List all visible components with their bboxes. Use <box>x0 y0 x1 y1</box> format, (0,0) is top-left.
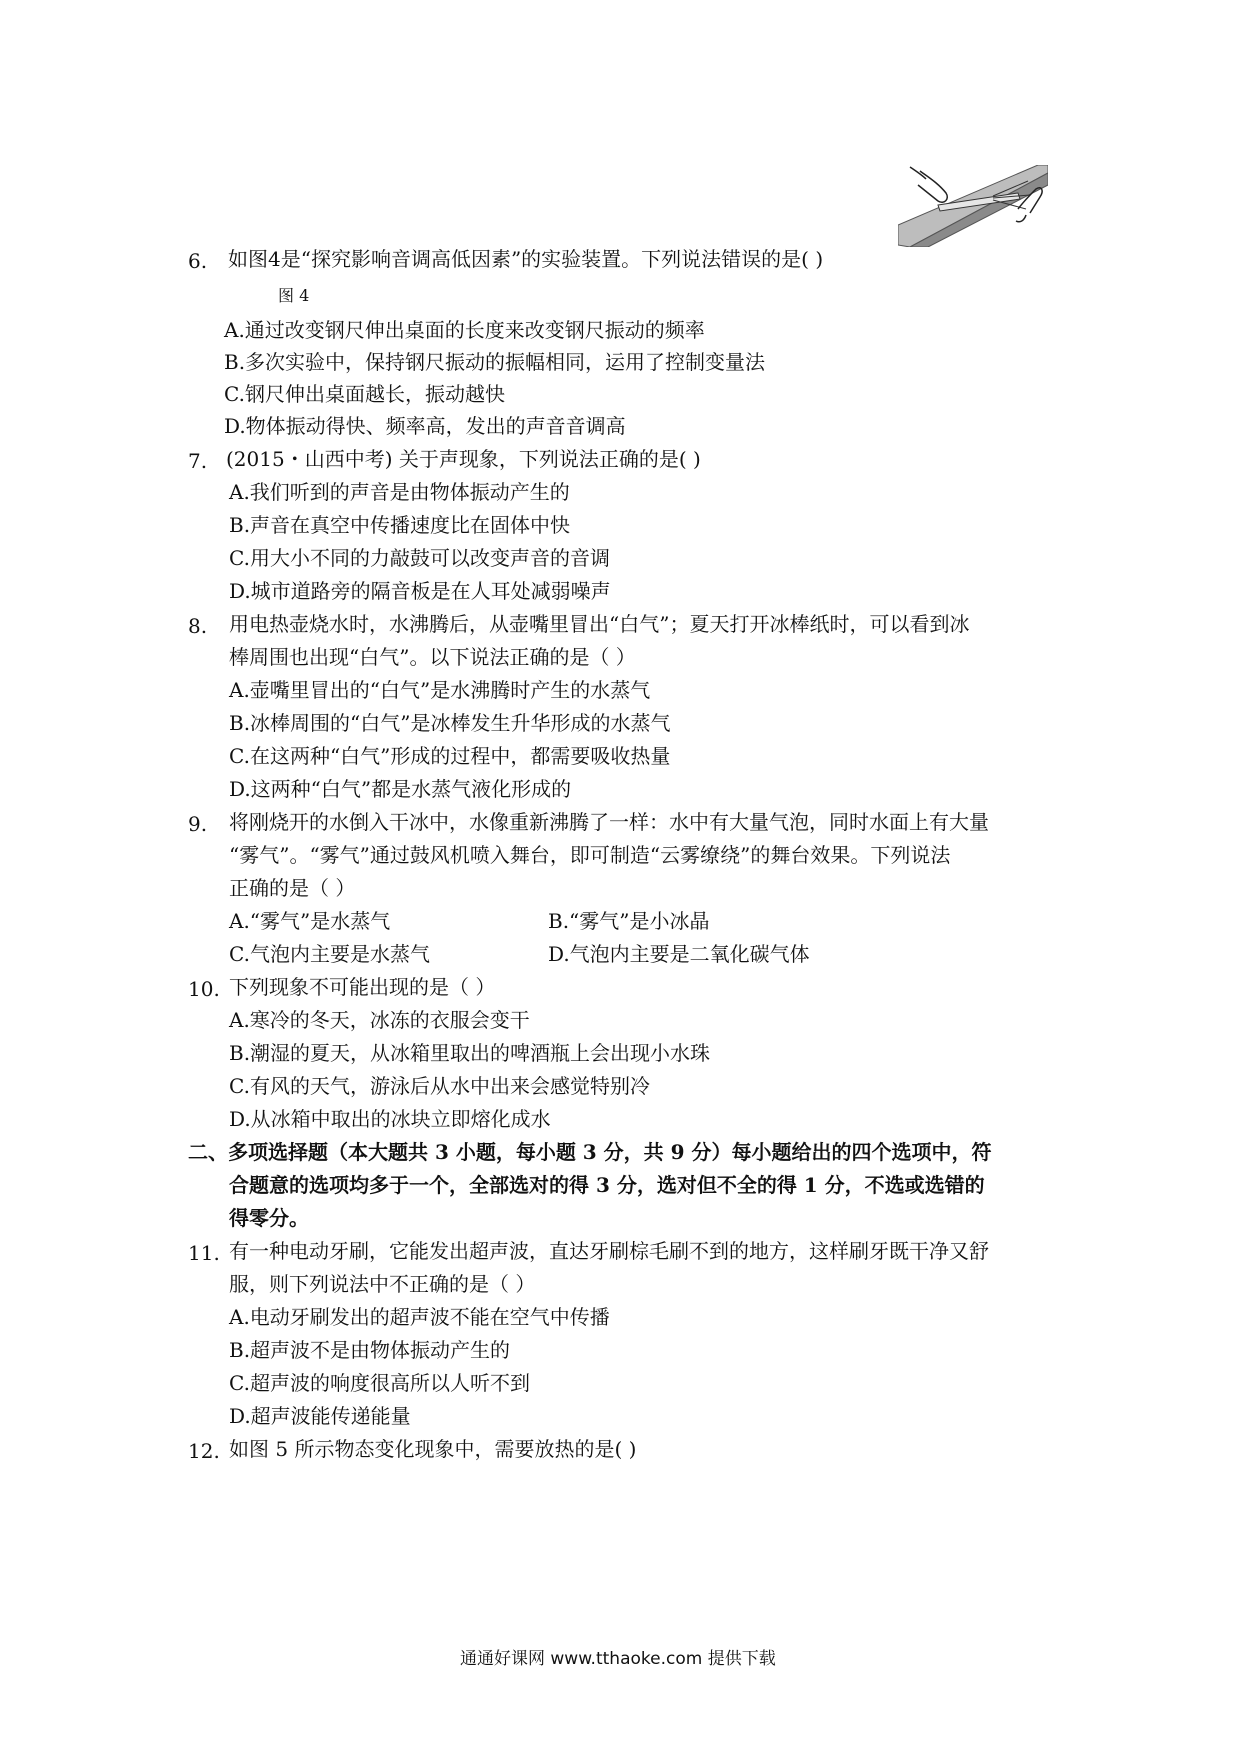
question-8-stem-line-1: 用电热壶烧水时，水沸腾后，从壶嘴里冒出“白气”；夏天打开冰棒纸时，可以看到冰 <box>229 612 970 636</box>
question-7-option-b: B.声音在真空中传播速度比在固体中快 <box>229 513 571 537</box>
section-2-heading-line-2: 合题意的选项均多于一个，全部选对的得 3 分，选对但不全的得 1 分，不选或选错的 <box>229 1173 985 1197</box>
question-9-number: 9. <box>188 812 208 836</box>
question-7-number: 7. <box>188 449 208 473</box>
question-9-stem-line-3: 正确的是（ ） <box>229 876 356 900</box>
question-8-stem-line-2: 棒周围也出现“白气”。以下说法正确的是（ ） <box>229 645 636 669</box>
question-9-stem-line-1: 将刚烧开的水倒入干冰中，水像重新沸腾了一样：水中有大量气泡，同时水面上有大量 <box>229 810 989 834</box>
question-9-option-b: B.“雾气”是小冰晶 <box>548 909 710 933</box>
question-10-option-a: A.寒冷的冬天，冰冻的衣服会变干 <box>229 1008 530 1032</box>
section-2-heading-line-1: 二、多项选择题（本大题共 3 小题，每小题 3 分，共 9 分）每小题给出的四个选项中，符 <box>188 1140 992 1164</box>
question-11-option-b: B.超声波不是由物体振动产生的 <box>229 1338 511 1362</box>
question-10-number: 10. <box>188 977 220 1001</box>
question-8-option-c: C.在这两种“白气”形成的过程中，都需要吸收热量 <box>229 744 671 768</box>
question-7-option-c: C.用大小不同的力敲鼓可以改变声音的音调 <box>229 546 610 570</box>
question-11-option-d: D.超声波能传递能量 <box>229 1404 411 1428</box>
question-6-number: 6. <box>188 249 208 273</box>
page-footer: 通通好课网 www.tthaoke.com 提供下载 <box>460 1649 776 1669</box>
question-6-option-d: D.物体振动得快、频率高，发出的声音音调高 <box>224 414 626 438</box>
question-10-option-c: C.有风的天气，游泳后从水中出来会感觉特别冷 <box>229 1074 650 1098</box>
section-2-heading-line-3: 得零分。 <box>229 1206 309 1230</box>
question-10-stem: 下列现象不可能出现的是（ ） <box>229 975 496 999</box>
question-11-stem-line-2: 服，则下列说法中不正确的是（ ） <box>229 1272 536 1296</box>
question-6-option-a: A.通过改变钢尺伸出桌面的长度来改变钢尺振动的频率 <box>224 318 705 342</box>
question-8-number: 8. <box>188 614 208 638</box>
question-9-option-c: C.气泡内主要是水蒸气 <box>229 942 430 966</box>
question-9-option-d: D.气泡内主要是二氧化碳气体 <box>548 942 810 966</box>
question-11-number: 11. <box>188 1241 220 1265</box>
question-8-option-b: B.冰棒周围的“白气”是冰棒发生升华形成的水蒸气 <box>229 711 671 735</box>
question-11-stem-line-1: 有一种电动牙刷，它能发出超声波，直达牙刷棕毛刷不到的地方，这样刷牙既干净又舒 <box>229 1239 989 1263</box>
question-7-option-a: A.我们听到的声音是由物体振动产生的 <box>229 480 570 504</box>
question-10-option-b: B.潮湿的夏天，从冰箱里取出的啤酒瓶上会出现小水珠 <box>229 1041 711 1065</box>
question-10-option-d: D.从冰箱中取出的冰块立即熔化成水 <box>229 1107 551 1131</box>
figure-4-ruler-illustration <box>898 165 1048 247</box>
question-6-option-b: B.多次实验中，保持钢尺振动的振幅相同，运用了控制变量法 <box>224 350 766 374</box>
question-11-option-a: A.电动牙刷发出的超声波不能在空气中传播 <box>229 1305 610 1329</box>
question-9-option-a: A.“雾气”是水蒸气 <box>229 909 391 933</box>
question-7-option-d: D.城市道路旁的隔音板是在人耳处减弱噪声 <box>229 579 611 603</box>
question-12-stem: 如图 5 所示物态变化现象中，需要放热的是( ) <box>229 1437 637 1461</box>
question-7-stem: (2015・山西中考) 关于声现象，下列说法正确的是( ) <box>226 447 701 471</box>
question-11-option-c: C.超声波的响度很高所以人听不到 <box>229 1371 530 1395</box>
question-6-option-c: C.钢尺伸出桌面越长，振动越快 <box>224 382 505 406</box>
question-8-option-d: D.这两种“白气”都是水蒸气液化形成的 <box>229 777 572 801</box>
question-9-stem-line-2: “雾气”。“雾气”通过鼓风机喷入舞台，即可制造“云雾缭绕”的舞台效果。下列说法 <box>229 843 951 867</box>
question-6-stem: 如图4是“探究影响音调高低因素”的实验装置。下列说法错误的是( ) <box>228 247 824 271</box>
question-12-number: 12. <box>188 1439 220 1463</box>
figure-4-caption: 图 4 <box>278 286 310 305</box>
question-8-option-a: A.壶嘴里冒出的“白气”是水沸腾时产生的水蒸气 <box>229 678 651 702</box>
